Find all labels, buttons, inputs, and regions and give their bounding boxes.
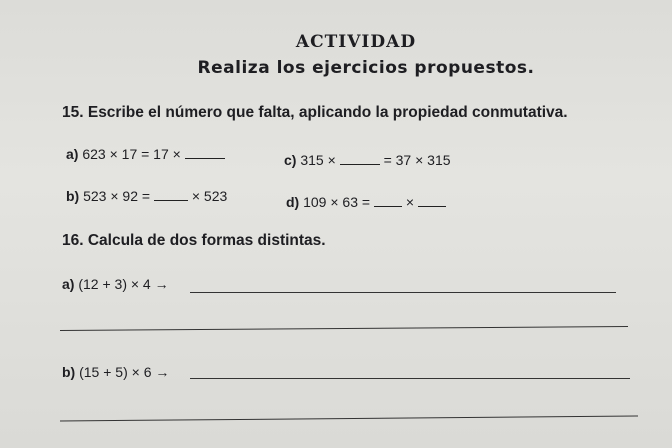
- expression-right: = 37 × 315: [383, 152, 451, 168]
- exercise-16b: [62, 364, 169, 380]
- item-label: b): [62, 364, 76, 380]
- answer-line[interactable]: [60, 326, 628, 331]
- answer-blank[interactable]: [185, 146, 225, 159]
- activity-subtitle: Realiza los ejercicios propuestos.: [197, 58, 535, 78]
- exercise-15a: [66, 146, 225, 162]
- exercise-16a: [62, 276, 169, 292]
- expression: (12 + 3) × 4 →: [78, 276, 169, 292]
- item-label: a): [62, 276, 75, 292]
- exercise-16-heading: 16. Calcula de dos formas distintas.: [62, 232, 326, 249]
- expression: (15 + 5) × 6 →: [79, 364, 170, 380]
- answer-blank-2[interactable]: [418, 194, 446, 207]
- answer-blank[interactable]: [154, 188, 188, 201]
- item-label: d): [286, 194, 300, 210]
- exercise-15-heading: 15. Escribe el número que falta, aplicando la propiedad conmutativa.: [62, 104, 568, 121]
- item-label: a): [66, 146, 79, 162]
- answer-blank[interactable]: [340, 152, 380, 165]
- item-label: b): [66, 188, 80, 204]
- times-sign: ×: [405, 194, 415, 210]
- expression-right: × 523: [191, 188, 228, 204]
- expression: 315 ×: [300, 152, 336, 168]
- expression: 623 × 17 = 17 ×: [82, 146, 181, 162]
- answer-line[interactable]: [190, 378, 630, 379]
- answer-line[interactable]: [60, 415, 638, 421]
- exercise-15c: [284, 152, 451, 168]
- expression: 523 × 92 =: [83, 188, 151, 204]
- exercise-15b: [66, 188, 227, 204]
- activity-title: ACTIVIDAD: [295, 32, 417, 52]
- exercise-15d: [286, 194, 446, 210]
- item-label: c): [284, 152, 297, 168]
- answer-blank-1[interactable]: [374, 194, 402, 207]
- expression: 109 × 63 =: [303, 194, 371, 210]
- answer-line[interactable]: [190, 292, 616, 293]
